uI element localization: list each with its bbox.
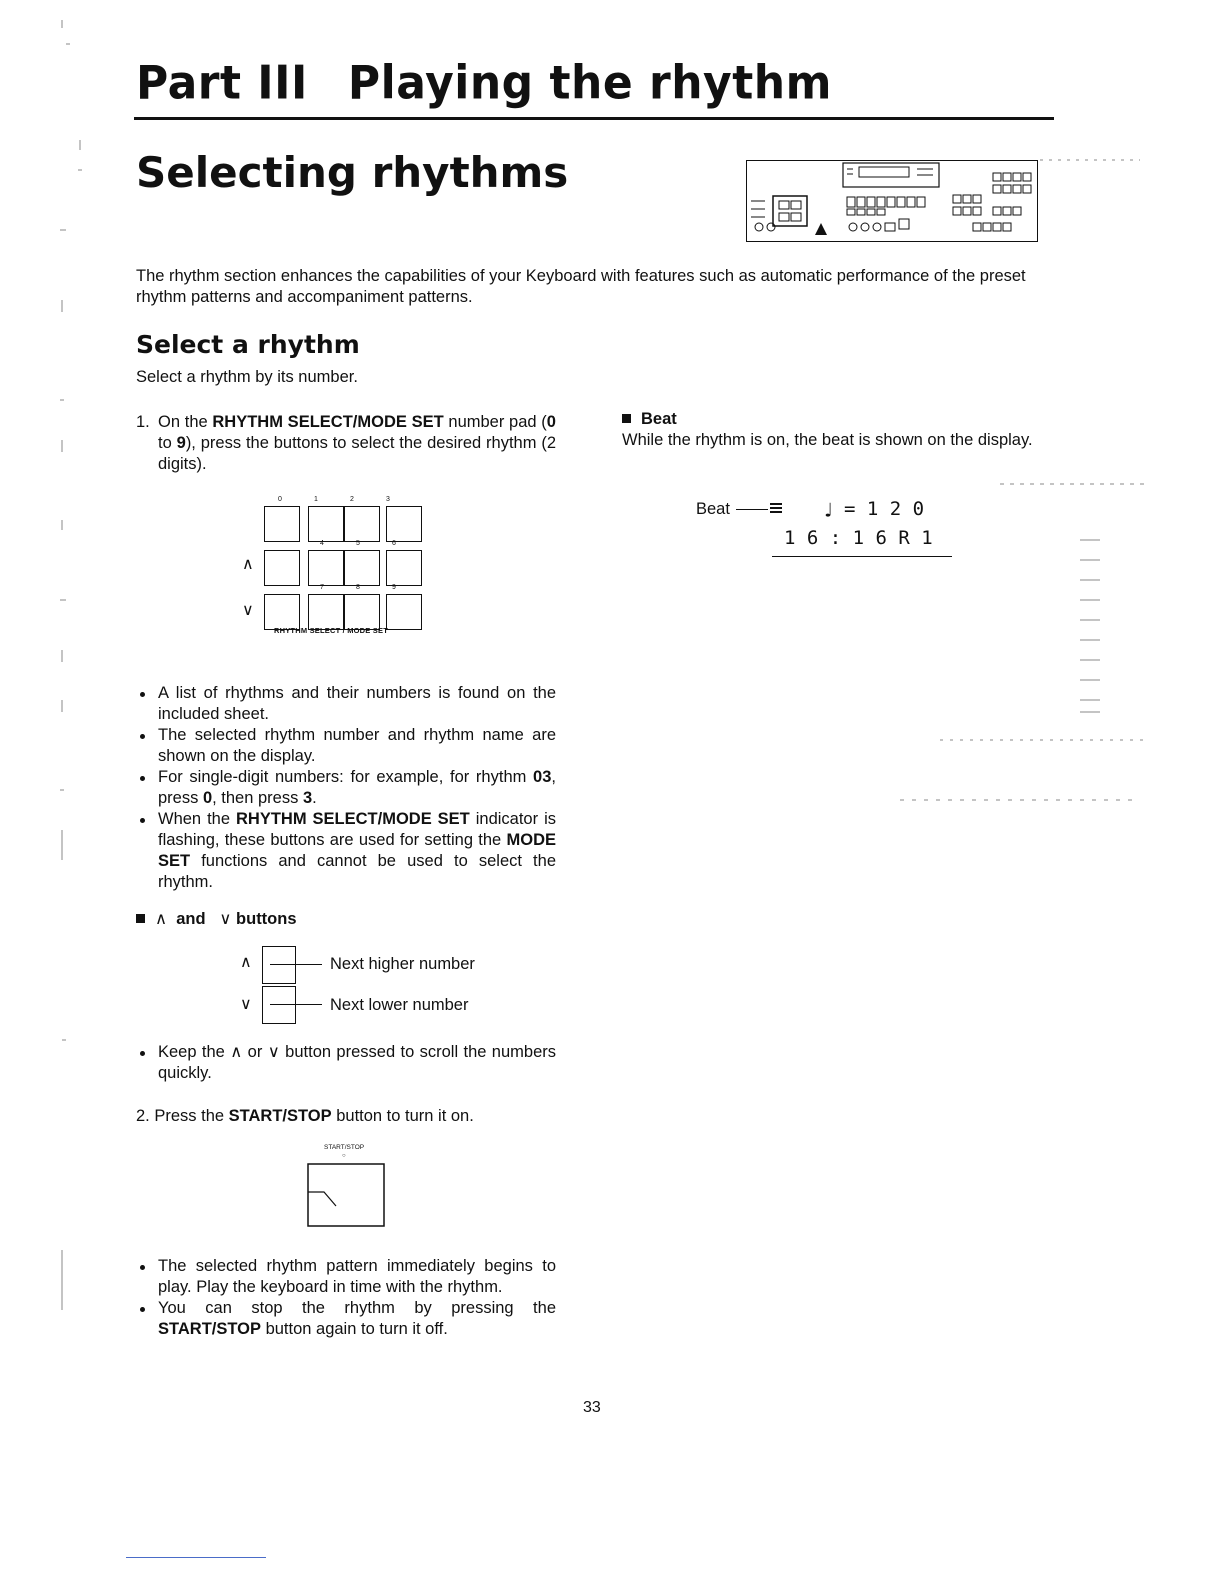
list-bold: 3 (302, 789, 313, 807)
keyboard-display-illustration (746, 160, 1038, 242)
pad-digit: 1 (314, 496, 318, 503)
pad-key-1[interactable] (308, 506, 344, 542)
list-text: indicator is flashing, these buttons are used for setting the (158, 810, 556, 849)
list-bold: MODE SET (158, 831, 556, 870)
heading-buttons: buttons (236, 910, 297, 928)
pad-digit: 8 (356, 584, 360, 591)
subsection-title: Select a rhythm (136, 330, 360, 359)
list-bold: START/STOP (158, 1320, 261, 1338)
beat-description: While the rhythm is on, the beat is shown on the display. (622, 431, 1033, 449)
pad-key-down[interactable] (264, 594, 300, 630)
next-lower-label: Next lower number (330, 996, 469, 1014)
pad-digit: 4 (320, 540, 324, 547)
part-label: Part III (136, 56, 308, 111)
step-text: button to turn it on. (331, 1107, 474, 1125)
pad-key-4[interactable] (308, 550, 344, 586)
pad-digit: 9 (392, 584, 396, 591)
down-button[interactable] (262, 986, 296, 1024)
beat-display-illustration (692, 496, 962, 566)
beat-label: Beat (696, 500, 730, 518)
pad-digit: 7 (320, 584, 324, 591)
updown-heading (136, 909, 297, 930)
pad-digit: 2 (350, 496, 354, 503)
pad-key-7[interactable] (308, 594, 344, 630)
next-higher-label: Next higher number (330, 955, 475, 973)
pad-digit: 5 (356, 540, 360, 547)
list-text: functions and cannot be used to select the rhythm. (158, 852, 556, 891)
scroll-notes-list (136, 1042, 556, 1084)
beat-indicator-icon (770, 503, 782, 513)
footer-line (126, 1557, 266, 1558)
tempo-value: = 1 2 0 (844, 498, 925, 520)
pad-key-3[interactable] (386, 506, 422, 542)
step-number: 2. (136, 1107, 150, 1125)
step-bold: 9 (176, 434, 186, 452)
intro-paragraph: The rhythm section enhances the capabilities of your Keyboard with features such as automatic performance of the preset rhythm patterns and accompaniment patterns. (136, 267, 1026, 306)
pad-key-5[interactable] (344, 550, 380, 586)
rhythm-notes-list (136, 683, 556, 893)
pad-digit: 0 (278, 496, 282, 503)
list-text: You can stop the rhythm by pressing the (158, 1299, 556, 1317)
list-text: button again to turn it off. (260, 1320, 448, 1338)
pad-digit: 3 (386, 496, 390, 503)
pad-key-0[interactable] (264, 506, 300, 542)
indicator-icon: ○ (342, 1153, 346, 1159)
pad-digit: 6 (392, 540, 396, 547)
step-number: 1. (136, 413, 150, 431)
down-arrow-icon: ∨ (242, 602, 254, 619)
list-bold: 0 (202, 789, 213, 807)
rhythm-display-line: 1 6 : 1 6 R 1 (784, 527, 933, 549)
down-symbol: ∨ (267, 1043, 280, 1061)
rhythm-number-pad (236, 496, 436, 646)
list-text: For single-digit numbers: for example, for rhythm (158, 768, 534, 786)
list-text: Keep the (158, 1043, 231, 1061)
step-2 (136, 1106, 474, 1127)
list-item: A list of rhythms and their numbers is found on the included sheet. (136, 683, 556, 725)
step-bold: 0 (546, 413, 556, 431)
page-number: 33 (583, 1399, 601, 1416)
tempo-note-icon: ♩ (822, 498, 835, 522)
leader-line (736, 509, 768, 510)
down-arrow-icon: ∨ (240, 996, 252, 1013)
list-text: , press (158, 768, 556, 807)
pad-key-9[interactable] (386, 594, 422, 630)
list-item: The selected rhythm number and rhythm name are shown on the display. (136, 725, 556, 767)
display-panel-icon (747, 161, 1037, 241)
list-item (136, 1298, 556, 1340)
up-arrow-icon: ∧ (240, 954, 252, 971)
pad-key-6[interactable] (386, 550, 422, 586)
up-symbol: ∧ (155, 910, 168, 928)
step-bold: RHYTHM SELECT/MODE SET (212, 413, 444, 431)
leader-line (270, 1004, 322, 1005)
up-button[interactable] (262, 946, 296, 984)
number-pad-label: RHYTHM SELECT / MODE SET (274, 626, 388, 635)
pad-key-up[interactable] (264, 550, 300, 586)
beat-heading (622, 409, 677, 430)
part-title (136, 57, 832, 111)
pad-key-8[interactable] (344, 594, 380, 630)
beat-heading-text: Beat (641, 410, 677, 428)
title-rule (134, 117, 1054, 120)
start-stop-illustration (300, 1144, 400, 1234)
up-symbol: ∧ (230, 1043, 243, 1061)
start-stop-button[interactable] (306, 1162, 386, 1228)
step-text: Press the (154, 1107, 229, 1125)
section-title: Selecting rhythms (136, 148, 569, 197)
list-item (136, 767, 556, 809)
part-heading: Playing the rhythm (347, 56, 832, 111)
display-underline (772, 556, 952, 557)
subsection-description: Select a rhythm by its number. (136, 368, 358, 386)
start-stop-label: START/STOP (324, 1144, 365, 1151)
list-bold: 03 (533, 768, 552, 786)
step-1 (136, 412, 556, 475)
list-item (136, 809, 556, 893)
up-arrow-icon: ∧ (242, 556, 254, 573)
square-bullet-icon (136, 914, 145, 923)
play-notes-list (136, 1256, 556, 1340)
step-text: to (158, 434, 177, 452)
step-text: number pad ( (443, 413, 547, 431)
leader-line (270, 964, 322, 965)
step-text: On the (158, 413, 213, 431)
list-text: . (312, 789, 317, 807)
list-item (136, 1042, 556, 1084)
list-text: or (242, 1043, 268, 1061)
list-item: The selected rhythm pattern immediately begins to play. Play the keyboard in time with the rhythm. (136, 1256, 556, 1298)
list-bold: RHYTHM SELECT/MODE SET (235, 810, 470, 828)
pad-key-2[interactable] (344, 506, 380, 542)
heading-and: and (176, 910, 206, 928)
down-symbol: ∨ (219, 910, 232, 928)
square-bullet-icon (622, 414, 631, 423)
updown-buttons-diagram (236, 946, 536, 1026)
list-text: button pressed to scroll the numbers quickly. (158, 1043, 556, 1082)
list-text: , then press (212, 789, 303, 807)
step-bold: START/STOP (228, 1107, 332, 1125)
step-text: ), press the buttons to select the desired rhythm (2 digits). (158, 434, 556, 473)
list-text: When the (158, 810, 236, 828)
